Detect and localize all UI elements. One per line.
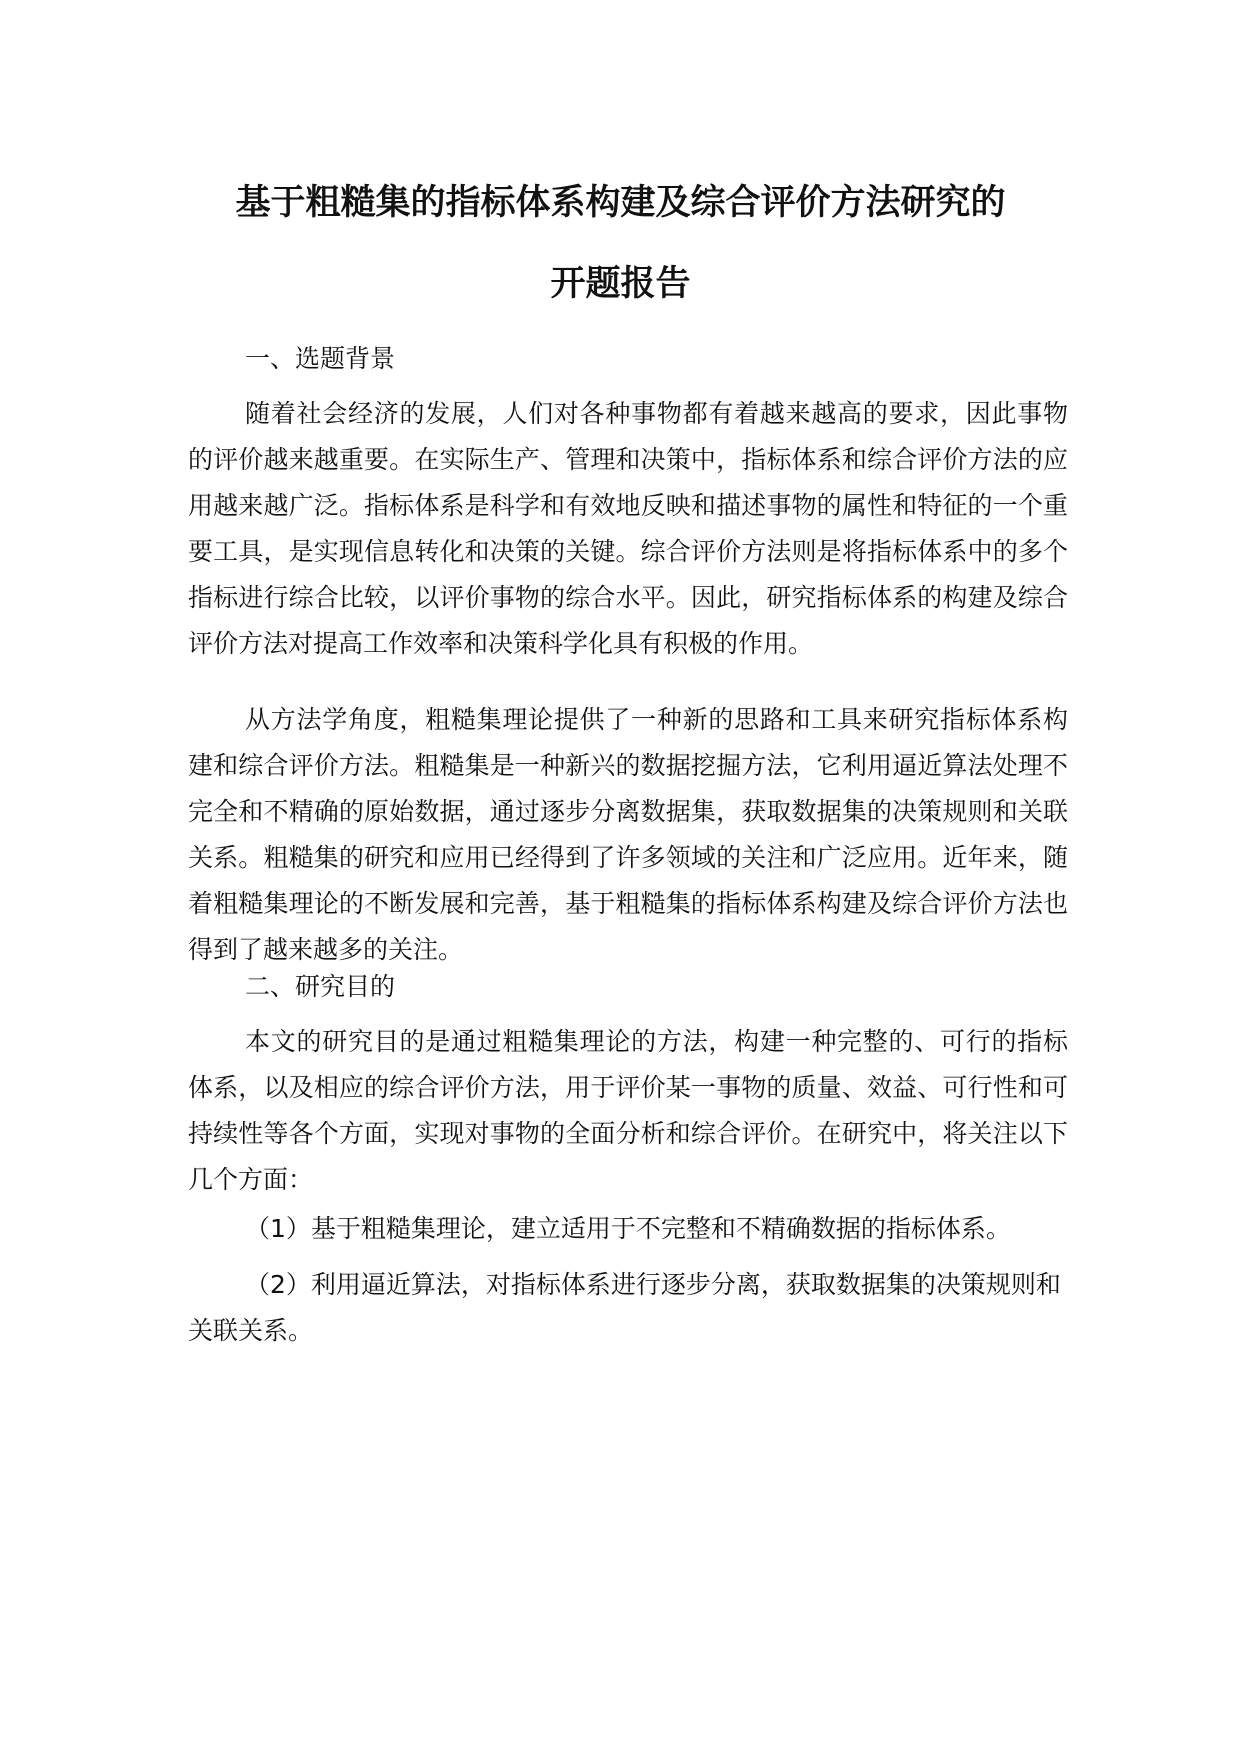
list-item-2: （2）利用逼近算法，对指标体系进行逐步分离，获取数据集的决策规则和关联关系。 <box>188 1270 1061 1345</box>
document-title-line-2: 开题报告 <box>550 264 691 304</box>
section-heading-purpose: 二、研究目的 <box>245 972 396 1001</box>
document-title-line-1: 基于粗糙集的指标体系构建及综合评价方法研究的 <box>235 183 1006 223</box>
paragraph-background-1: 随着社会经济的发展，人们对各种事物都有着越来越高的要求，因此事物的评价越来越重要。在实际生产、管理和决策中，指标体系和综合评价方法的应用越来越广泛。指标体系是科学和有效地反映和描述事物的属性和特征的一个重要工具，是实现信息转化和决策的关键。综合评价方法则是将指标体系中的多个指标进行综合比较，以评价事物的综合水平。因此，研究指标体系的构建及综合评价方法对提高工作效率和决策科学化具有积极的作用。 <box>188 399 1068 658</box>
list-item-1: （1）基于粗糙集理论，建立适用于不完整和不精确数据的指标体系。 <box>245 1214 1011 1243</box>
paragraph-background-2: 从方法学角度，粗糙集理论提供了一种新的思路和工具来研究指标体系构建和综合评价方法。粗糙集是一种新兴的数据挖掘方法，它利用逼近算法处理不完全和不精确的原始数据，通过逐步分离数据集，获取数据集的决策规则和关联关系。粗糙集的研究和应用已经得到了许多领域的关注和广泛应用。近年来，随着粗糙集理论的不断发展和完善，基于粗糙集的指标体系构建及综合评价方法也得到了越来越多的关注。 <box>188 705 1068 964</box>
section-heading-background: 一、选题背景 <box>245 344 396 373</box>
paragraph-purpose: 本文的研究目的是通过粗糙集理论的方法，构建一种完整的、可行的指标体系，以及相应的综合评价方法，用于评价某一事物的质量、效益、可行性和可持续性等各个方面，实现对事物的全面分析和综合评价。在研究中，将关注以下几个方面： <box>188 1027 1068 1194</box>
